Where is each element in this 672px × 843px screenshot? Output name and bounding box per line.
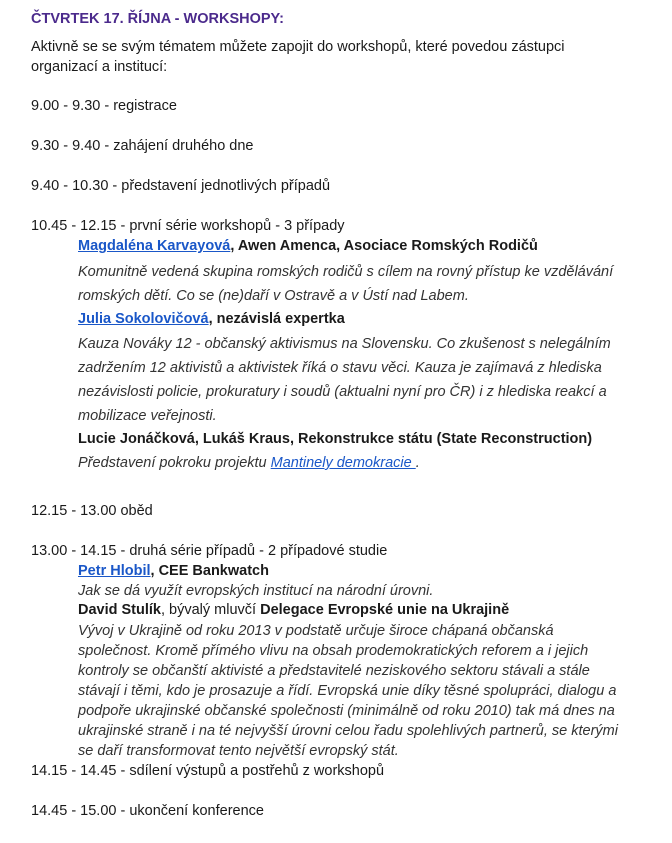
case1-person-link[interactable]: Magdaléna Karvayová (78, 238, 231, 254)
schedule-registrace: 9.00 - 9.30 - registrace (31, 98, 177, 114)
case5-desc-line: stávají i těmi, kdo je prosazuje a řídí. Evropská unie díky těsné spolupráci, dialogu a (78, 683, 617, 699)
schedule-zahajeni: 9.30 - 9.40 - zahájení druhého dne (31, 138, 254, 154)
mantinely-demokracie-link[interactable]: Mantinely demokracie (270, 455, 416, 471)
schedule-druha-serie: 13.00 - 14.15 - druhá série případů - 2 případové studie (31, 543, 388, 559)
case5-desc-line: podpoře ukrajinské občanské společnosti (minimálně od roku 2010) tak má dnes na (78, 703, 615, 719)
case2-desc-line: Kauza Nováky 12 - občanský aktivismus na Slovensku. Co zkušenost s nelegálním (78, 336, 611, 352)
case2-desc-line: mobilizace veřejnosti. (78, 408, 217, 424)
schedule-sdileni: 14.15 - 14.45 - sdílení výstupů a postřehů z workshopů (31, 763, 385, 779)
case4-person-link[interactable]: Petr Hlobil (78, 563, 151, 579)
schedule-obed: 12.15 - 13.00 oběd (31, 503, 153, 519)
case1-affiliation: , Awen Amenca, Asociace Romských Rodičů (230, 238, 538, 254)
case2-desc-line: nezávislosti policie, prokuratury i soudů (aktualni nyní pro ČR) i z hlediska reakcí a (78, 384, 607, 400)
schedule-ukonceni: 14.45 - 15.00 - ukončení konference (31, 803, 264, 819)
case5-title (78, 602, 509, 618)
case3-desc-suffix: . (415, 455, 420, 471)
case4-title (78, 563, 269, 579)
case5-desc-line: společnost. Kromě přímého vlivu na obsah prodemokratických reforem a i jejich (78, 643, 589, 659)
case3-desc-prefix: Představení pokroku projektu (78, 455, 271, 471)
case1-desc-line: Komunitně vedená skupina romských rodičů s cílem na rovný přístup ke vzdělávání (78, 264, 614, 280)
case2-person-link[interactable]: Julia Sokolovičová (78, 311, 209, 327)
case5-desc-line: kontroly se občanští aktivisté a představitelé neziskového sektoru stávali a stále (78, 663, 590, 679)
case2-affiliation: , nezávislá expertka (208, 311, 345, 327)
intro-line-1: Aktivně se se svým tématem můžete zapojit do workshopů, které povedou zástupci (31, 39, 565, 55)
case3-title: Lucie Jonáčková, Lukáš Kraus, Rekonstrukce státu (State Reconstruction) (78, 431, 593, 447)
case2-title (78, 311, 345, 327)
case5-person: David Stulík (78, 602, 161, 618)
case5-org: Delegace Evropské unie na Ukrajině (260, 602, 510, 618)
schedule-predstaveni: 9.40 - 10.30 - představení jednotlivých případů (31, 178, 331, 194)
case3-desc (78, 455, 420, 471)
case5-desc-line: Vývoj v Ukrajině od roku 2013 v podstatě určuje široce chápaná občanská (78, 623, 554, 639)
case5-role: , bývalý mluvčí (161, 602, 261, 618)
case5-desc-line: ukrajinské straně i na té nejvyšší úrovni celou řadu spolehlivých partnerů, se kterými (78, 723, 618, 739)
schedule-prvni-serie: 10.45 - 12.15 - první série workshopů - 3 případy (31, 218, 345, 234)
page-heading: ČTVRTEK 17. ŘÍJNA - WORKSHOPY: (31, 11, 284, 27)
case5-desc-line: se daří transformovat tento největší evropský stát. (78, 743, 399, 759)
case2-desc-line: zadržením 12 aktivistů a aktivistek říká o stavu věci. Kauza je zajímavá z hlediska (78, 360, 602, 376)
intro-line-2: organizací a institucí: (31, 59, 168, 75)
case1-title (78, 238, 538, 254)
case4-desc: Jak se dá využít evropských institucí na národní úrovni. (78, 583, 434, 599)
case1-desc-line: romských dětí. Co se (ne)daří v Ostravě a v Ústí nad Labem. (78, 288, 469, 304)
case4-affiliation: , CEE Bankwatch (150, 563, 269, 579)
